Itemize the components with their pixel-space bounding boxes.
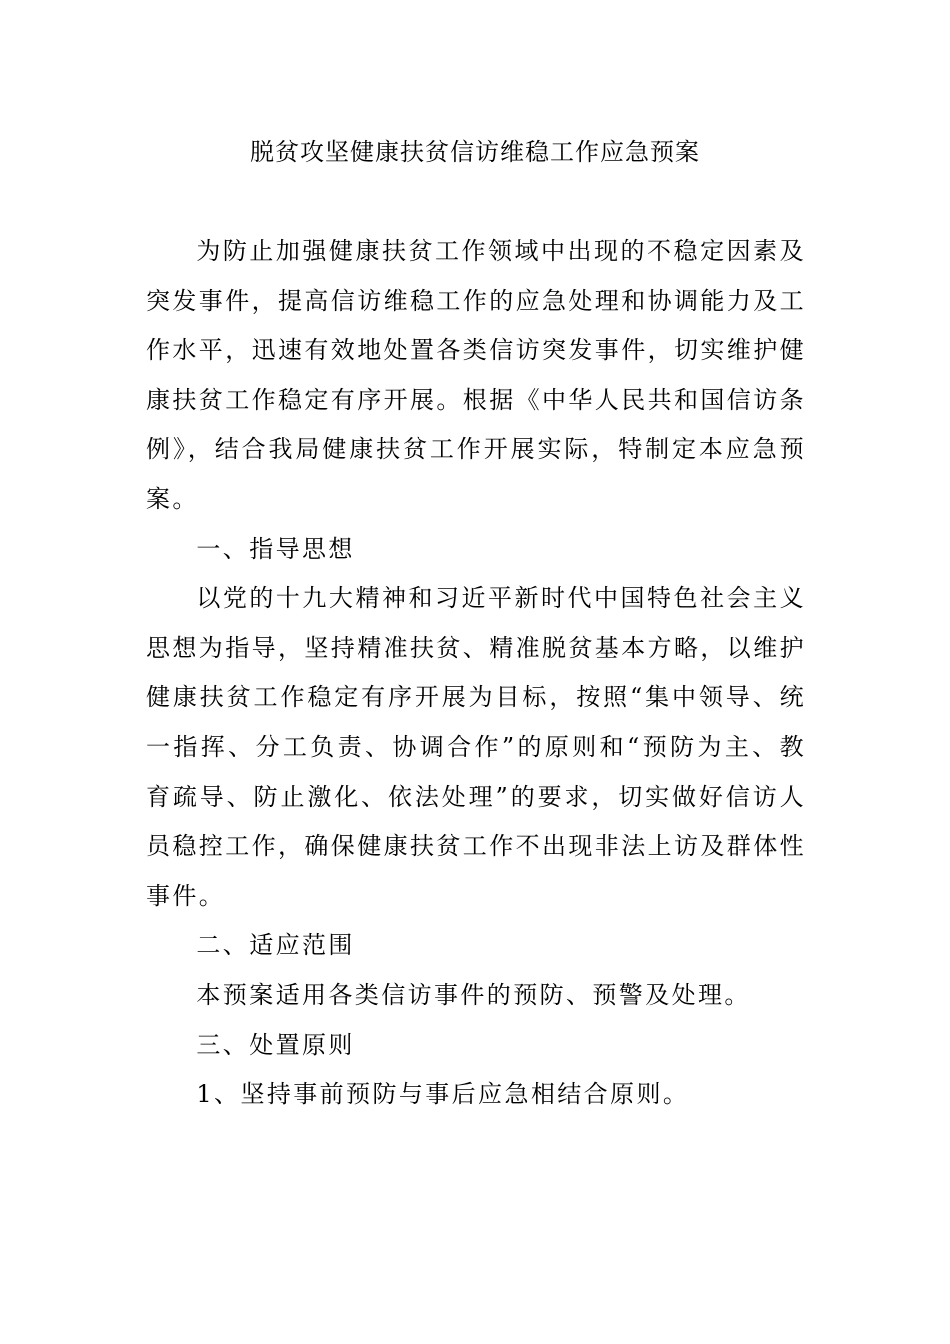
principle-item-1: 1、坚持事前预防与事后应急相结合原则。 (196, 1080, 690, 1109)
guiding-ideology-paragraph: 以党的十九大精神和习近平新时代中国特色社会主义思想为指导，坚持精准扶贫、精准脱贫基本方略，以维护健康扶贫工作稳定有序开展为目标，按照“集中领导、统一指挥、分工负责、协调合作”的原则和“预防为主、教育疏导、防止激化、依法处理”的要求，切实做好信访人员稳控工作，确保健康扶贫工作不出现非法上访及群体性事件。 (146, 584, 806, 910)
section-heading-guiding-ideology: 一、指导思想 (196, 534, 355, 563)
document-body (146, 227, 806, 1120)
scope-paragraph: 本预案适用各类信访事件的预防、预警及处理。 (196, 980, 751, 1009)
section-heading-principles: 三、处置原则 (196, 1030, 355, 1059)
intro-paragraph: 为防止加强健康扶贫工作领域中出现的不稳定因素及突发事件，提高信访维稳工作的应急处理和协调能力及工作水平，迅速有效地处置各类信访突发事件，切实维护健康扶贫工作稳定有序开展。根据《中华人民共和国信访条例》，结合我局健康扶贫工作开展实际，特制定本应急预案。 (146, 237, 806, 513)
section-heading-scope: 二、适应范围 (196, 931, 355, 960)
document-title: 脱贫攻坚健康扶贫信访维稳工作应急预案 (250, 138, 700, 166)
